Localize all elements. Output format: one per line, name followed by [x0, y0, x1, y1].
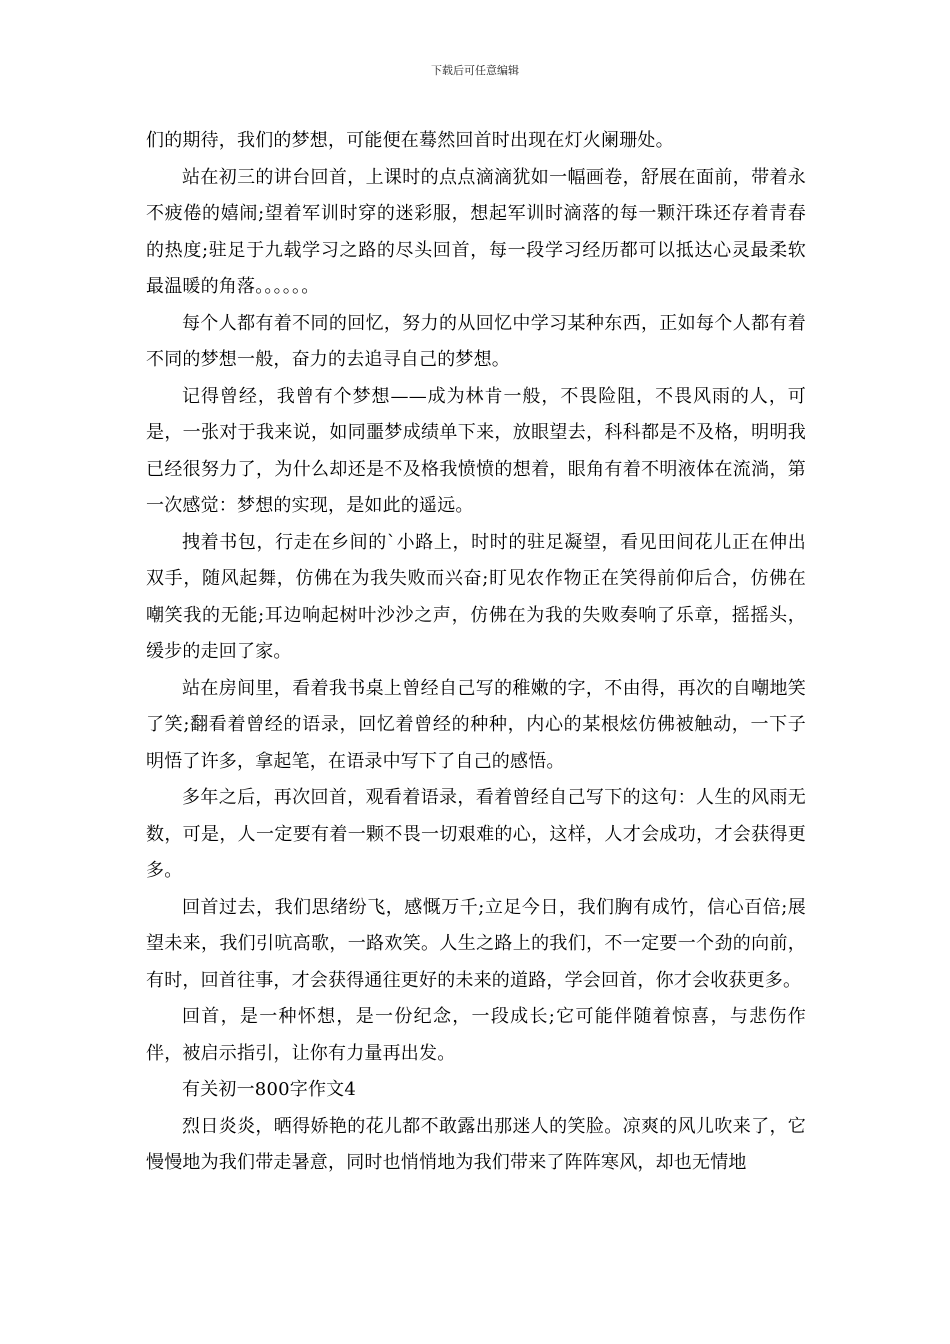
document-body [146, 123, 806, 1182]
paragraph: 站在初三的讲台回首，上课时的点点滴滴犹如一幅画卷，舒展在面前，带着永不疲倦的嬉闹;望着军训时穿的迷彩服，想起军训时滴落的每一颗汗珠还存着青春的热度;驻足于九载学习之路的尽头回首，每一段学习经历都可以抵达心灵最柔软最温暖的角落。。。。。。 [146, 166, 806, 297]
paragraph: 站在房间里，看着我书桌上曾经自己写的稚嫩的字，不由得，再次的自嘲地笑了笑;翻看着曾经的语录，回忆着曾经的种种，内心的某根炫仿佛被触动，一下子明悟了许多，拿起笔，在语录中写下了自己的感悟。 [146, 677, 806, 772]
paragraph: 多年之后，再次回首，观看着语录，看着曾经自己写下的这句：人生的风雨无数，可是，人一定要有着一颗不畏一切艰难的心，这样，人才会成功，才会获得更多。 [146, 787, 806, 881]
paragraph: 记得曾经，我曾有个梦想——成为林肯一般，不畏险阻，不畏风雨的人，可是，一张对于我来说，如同噩梦成绩单下来，放眼望去，科科都是不及格，明明我已经很努力了，为什么却还是不及格我愤愤的想着，眼角有着不明液体在流淌，第一次感觉：梦想的实现，是如此的遥远。 [146, 385, 806, 516]
paragraph-continued: 们的期待，我们的梦想，可能便在蓦然回首时出现在灯火阑珊处。 [146, 130, 674, 151]
essay-heading: 有关初一800字作文4 [182, 1079, 357, 1100]
paragraph: 烈日炎炎，晒得娇艳的花儿都不敢露出那迷人的笑脸。凉爽的风儿吹来了，它慢慢地为我们带走暑意，同时也悄悄地为我们带来了阵阵寒风，却也无情地 [146, 1115, 806, 1173]
page-header-note: 下载后可任意编辑 [431, 64, 519, 77]
paragraph: 回首过去，我们思绪纷飞，感慨万千;立足今日，我们胸有成竹，信心百倍;展望未来，我们引吭高歌，一路欢笑。人生之路上的我们，不一定要一个劲的向前，有时，回首往事，才会获得通往更好的未来的道路，学会回首，你才会收获更多。 [146, 896, 806, 991]
paragraph: 回首，是一种怀想，是一份纪念，一段成长;它可能伴随着惊喜，与悲伤作伴，被启示指引，让你有力量再出发。 [146, 1006, 806, 1064]
paragraph: 每个人都有着不同的回忆，努力的从回忆中学习某种东西，正如每个人都有着不同的梦想一般，奋力的去追寻自己的梦想。 [146, 312, 806, 370]
paragraph: 拽着书包，行走在乡间的`小路上，时时的驻足凝望，看见田间花儿正在伸出双手，随风起舞，仿佛在为我失败而兴奋;盯见农作物正在笑得前仰后合，仿佛在嘲笑我的无能;耳边响起树叶沙沙之声，仿佛在为我的失败奏响了乐章，摇摇头，缓步的走回了家。 [146, 531, 806, 662]
